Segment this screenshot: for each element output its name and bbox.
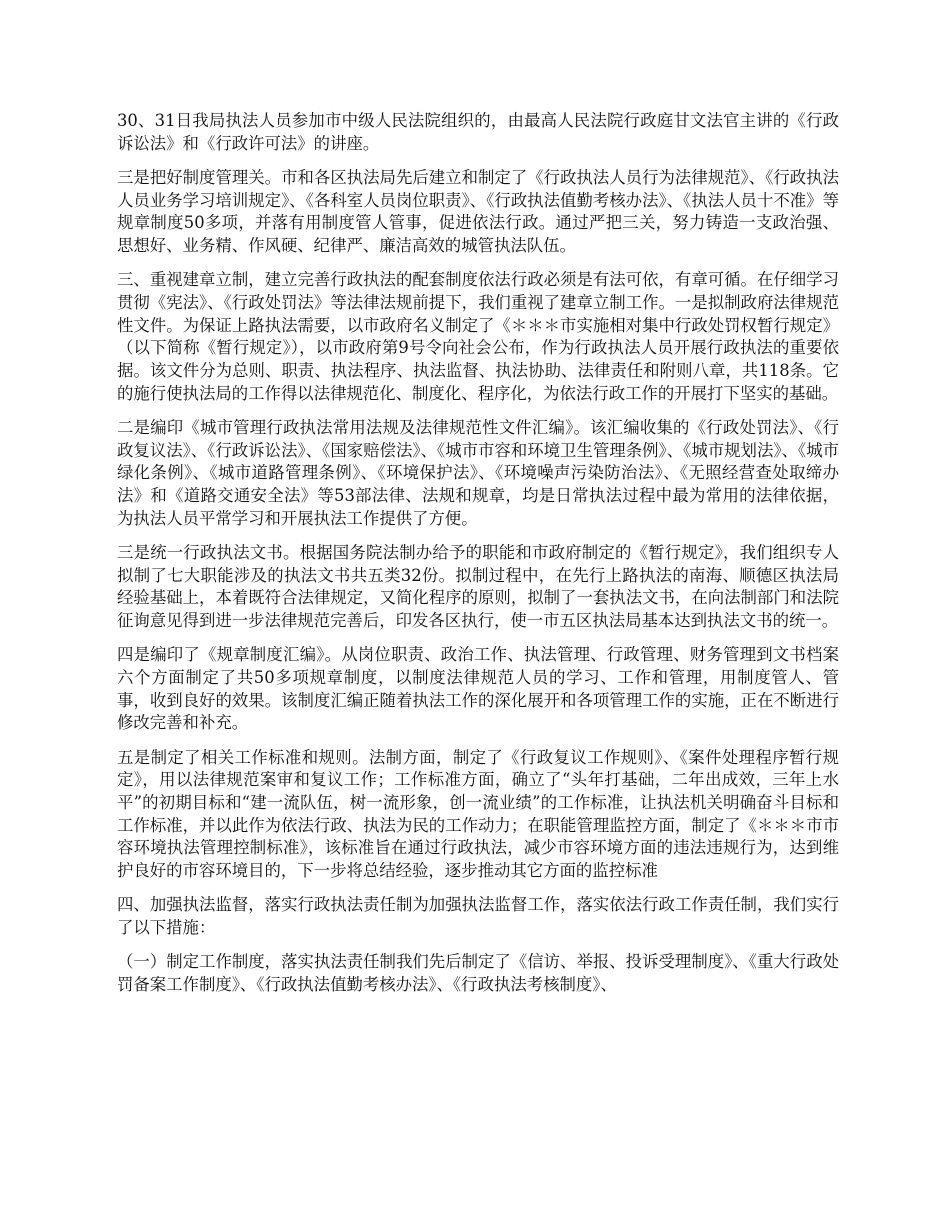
paragraph-6: 四是编印了《规章制度汇编》。从岗位职责、政治工作、执法管理、行政管理、财务管理到文书档案六个方面制定了共50多项规章制度，以制度法律规范人员的学习、工作和管理，用制度管人、管事，收到良好的效果。该制度汇编正随着执法工作的深化展开和各项管理工作的实施，正在不断进行修改完善和补充。 — [117, 645, 839, 733]
paragraph-9: （一）制定工作制度，落实执法责任制我们先后制定了《信访、举报、投诉受理制度》、《重大行政处罚备案工作制度》、《行政执法值勤考核办法》、《行政执法考核制度》、 — [117, 952, 839, 994]
document-body — [117, 110, 839, 1008]
paragraph-3: 三、重视建章立制，建立完善行政执法的配套制度依法行政必须是有法可依，有章可循。在仔细学习贯彻《宪法》、《行政处罚法》等法律法规前提下，我们重视了建章立制工作。一是拟制政府法律规范性文件。为保证上路执法需要，以市政府名义制定了《＊＊＊市实施相对集中行政处罚权暂行规定》（以下简称《暂行规定》），以市政府第9号令向社会公布，作为行政执法人员开展行政执法的重要依据。该文件分为总则、职责、执法程序、执法监督、执法协助、法律责任和附则八章，共118条。它的施行使执法局的工作得以法律规范化、制度化、程序化，为依法行政工作的开展打下坚实的基础。 — [117, 270, 839, 403]
paragraph-2: 三是把好制度管理关。市和各区执法局先后建立和制定了《行政执法人员行为法律规范》、《行政执法人员业务学习培训规定》、《各科室人员岗位职责》、《行政执法值勤考核办法》、《执法人员十不准》等规章制度50多项，并落有用制度管人管事，促进依法行政。通过严把三关，努力铸造一支政治强、思想好、业务精、作风硬、纪律严、廉洁高效的城管执法队伍。 — [117, 167, 839, 256]
paragraph-8: 四、加强执法监督，落实行政执法责任制为加强执法监督工作，落实依法行政工作责任制，我们实行了以下措施： — [117, 895, 839, 937]
paragraph-5: 三是统一行政执法文书。根据国务院法制办给予的职能和市政府制定的《暂行规定》，我们组织专人拟制了七大职能涉及的执法文书共五类32份。拟制过程中，在先行上路执法的南海、顺德区执法局经验基础上，本着既符合法律规定，又简化程序的原则，拟制了一套执法文书，在向法制部门和法院征询意见得到进一步法律规范完善后，印发各区执行，使一市五区执法局基本达到执法文书的统一。 — [117, 542, 839, 631]
paragraph-1: 30、31日我局执法人员参加市中级人民法院组织的，由最高人民法院行政庭甘文法官主讲的《行政诉讼法》和《行政许可法》的讲座。 — [117, 111, 839, 153]
paragraph-7: 五是制定了相关工作标准和规则。法制方面，制定了《行政复议工作规则》、《案件处理程序暂行规定》，用以法律规范案审和复议工作；工作标准方面，确立了“头年打基础，二年出成效，三年上水平”的初期目标和“建一流队伍，树一流形象，创一流业绩”的工作标准，让执法机关明确奋斗目标和工作标准，并以此作为依法行政、执法为民的工作动力；在职能管理监控方面，制定了《＊＊＊市市容环境执法管理控制标准》，该标准旨在通过行政执法，减少市容环境方面的违法违规行为，达到维护良好的市容环境目的，下一步将总结经验，逐步推动其它方面的监控标准 — [117, 747, 839, 881]
paragraph-4: 二是编印《城市管理行政执法常用法规及法律规范性文件汇编》。该汇编收集的《行政处罚法》、《行政复议法》、《行政诉讼法》、《国家赔偿法》、《城市市容和环境卫生管理条例》、《城市规划法》、《城市绿化条例》、《城市道路管理条例》、《环境保护法》、《环境噪声污染防治法》、《无照经营查处取缔办法》和《道路交通安全法》等53部法律、法规和规章，均是日常执法过程中最为常用的法律依据，为执法人员平常学习和开展执法工作提供了方便。 — [117, 417, 839, 528]
